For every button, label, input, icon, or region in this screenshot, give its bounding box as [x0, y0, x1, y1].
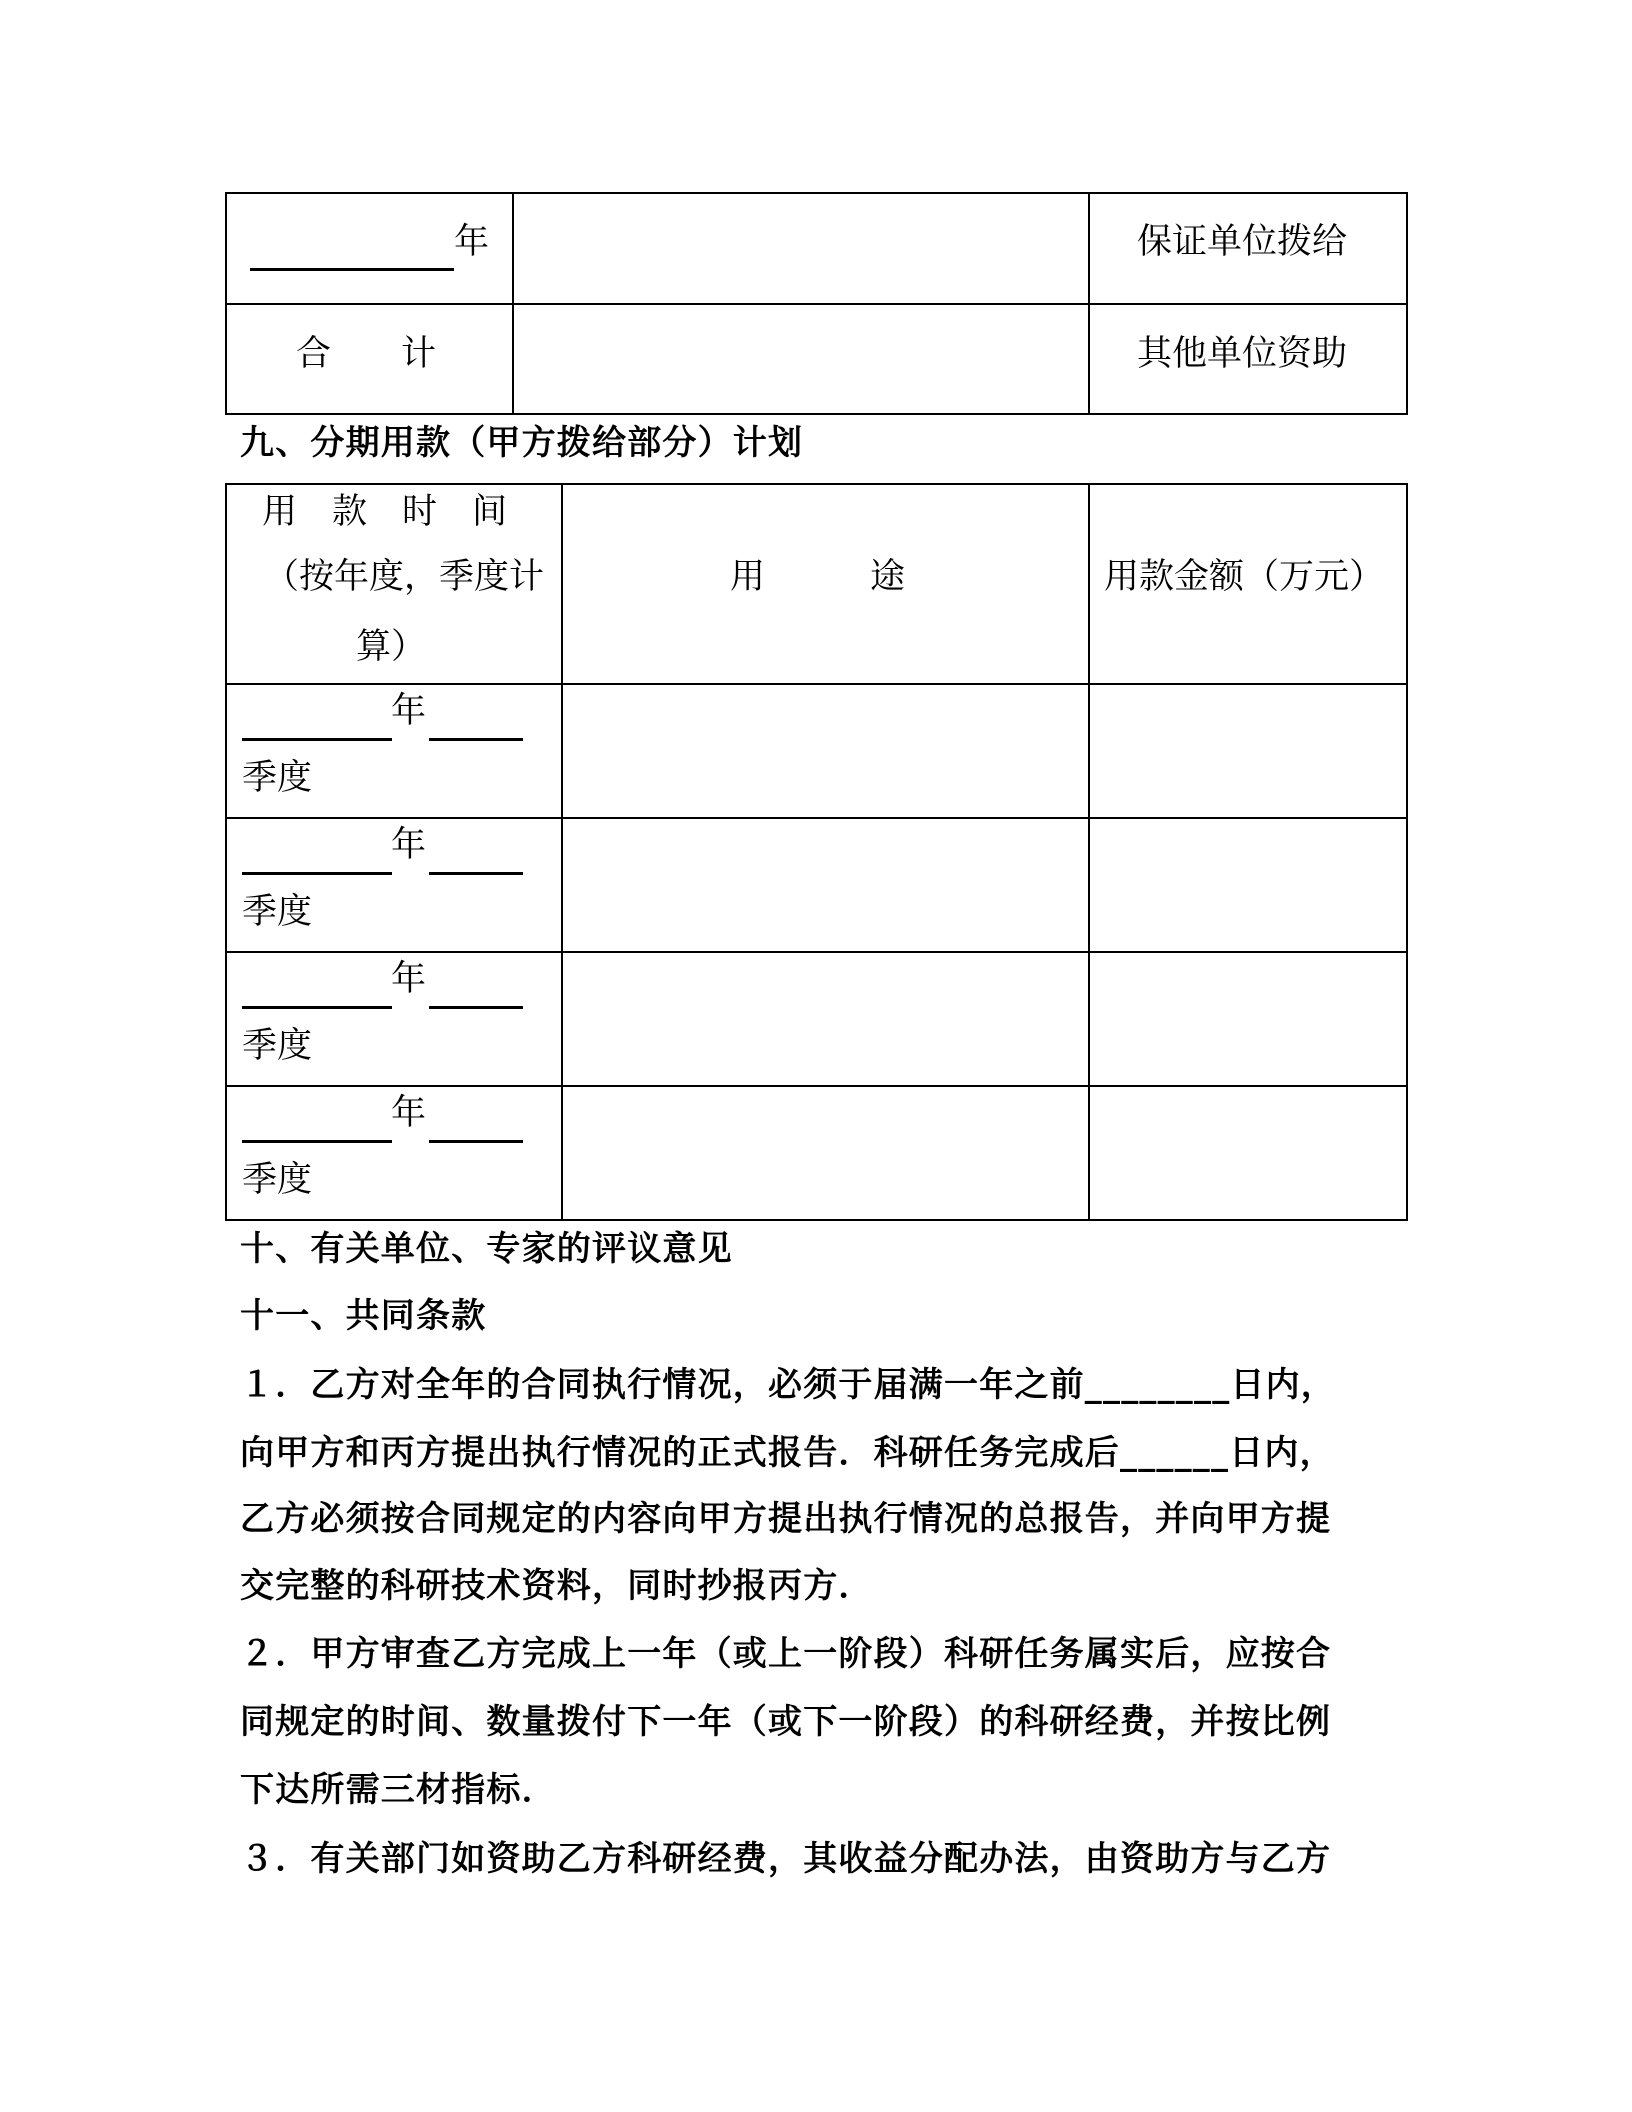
amount-cell[interactable]: [1090, 685, 1406, 817]
quarter-blank-field[interactable]: [429, 738, 523, 741]
table-row: [0, 951, 1632, 1085]
year-label: 年: [391, 959, 427, 999]
section-9-heading: 九、分期用款（甲方拨给部分）计划: [240, 423, 804, 463]
year-label: 年: [391, 1093, 427, 1133]
quarter-blank-field[interactable]: [429, 1006, 523, 1009]
table-border: [225, 1219, 1408, 1221]
header-amount: 用款金额（万元）: [1104, 557, 1385, 597]
table-border: [225, 303, 1408, 305]
table-row: [0, 683, 1632, 817]
header-purpose: 用 途: [730, 557, 906, 597]
quarter-label: 季度: [242, 1026, 313, 1066]
clause-line: 交完整的科研技术资料，同时抄报丙方．: [240, 1566, 874, 1606]
header-time-line2: （按年度，季度计: [264, 557, 545, 597]
year-suffix: 年: [454, 222, 490, 262]
table-border: [225, 192, 227, 415]
clause-line: 同规定的时间、数量拨付下一年（或下一阶段）的科研经费，并按比例: [240, 1702, 1332, 1742]
section-10-heading: 十、有关单位、专家的评议意见: [240, 1229, 733, 1269]
year-label: 年: [391, 825, 427, 865]
clause-line: ２．甲方审查乙方完成上一年（或上一阶段）科研任务属实后，应按合: [240, 1634, 1332, 1674]
year-label: 年: [391, 691, 427, 731]
amount-cell[interactable]: [1090, 1087, 1406, 1219]
purpose-cell[interactable]: [563, 685, 1088, 817]
clause-line: 向甲方和丙方提出执行情况的正式报告．科研任务完成后______日内，: [240, 1433, 1335, 1473]
header-time-line3: 算）: [356, 627, 427, 667]
year-blank-field[interactable]: [242, 872, 392, 875]
purpose-cell[interactable]: [563, 953, 1088, 1085]
header-time-line1: 用 款 时 间: [262, 492, 508, 532]
quarter-blank-field[interactable]: [429, 1140, 523, 1143]
section-11-heading: 十一、共同条款: [240, 1296, 487, 1336]
table-border: [512, 192, 514, 415]
purpose-cell[interactable]: [563, 1087, 1088, 1219]
year-blank-field[interactable]: [242, 738, 392, 741]
purpose-cell[interactable]: [563, 819, 1088, 951]
table-row: [0, 817, 1632, 951]
guarantor-allocation-label: 保证单位拨给: [1137, 222, 1348, 262]
amount-cell[interactable]: [1090, 819, 1406, 951]
table-row: [0, 1085, 1632, 1219]
clause-line: 下达所需三材指标．: [240, 1770, 557, 1810]
total-label: 合 计: [296, 334, 437, 374]
table-border: [225, 483, 1408, 485]
table-border: [1406, 192, 1408, 415]
quarter-label: 季度: [242, 1160, 313, 1200]
year-blank-field[interactable]: [242, 1140, 392, 1143]
table-border: [225, 192, 1408, 194]
table-border: [1088, 192, 1090, 415]
year-blank-field[interactable]: [242, 1006, 392, 1009]
year-blank-field[interactable]: [250, 268, 454, 271]
table-border: [225, 413, 1408, 415]
clause-line: ３．有关部门如资助乙方科研经费，其收益分配办法，由资助方与乙方: [240, 1839, 1332, 1879]
clause-line: １．乙方对全年的合同执行情况，必须于届满一年之前________日内，: [240, 1365, 1336, 1405]
other-funding-label: 其他单位资助: [1137, 334, 1348, 374]
clause-line: 乙方必须按合同规定的内容向甲方提出执行情况的总报告，并向甲方提: [240, 1499, 1332, 1539]
quarter-label: 季度: [242, 758, 313, 798]
amount-cell[interactable]: [1090, 953, 1406, 1085]
quarter-label: 季度: [242, 892, 313, 932]
quarter-blank-field[interactable]: [429, 872, 523, 875]
